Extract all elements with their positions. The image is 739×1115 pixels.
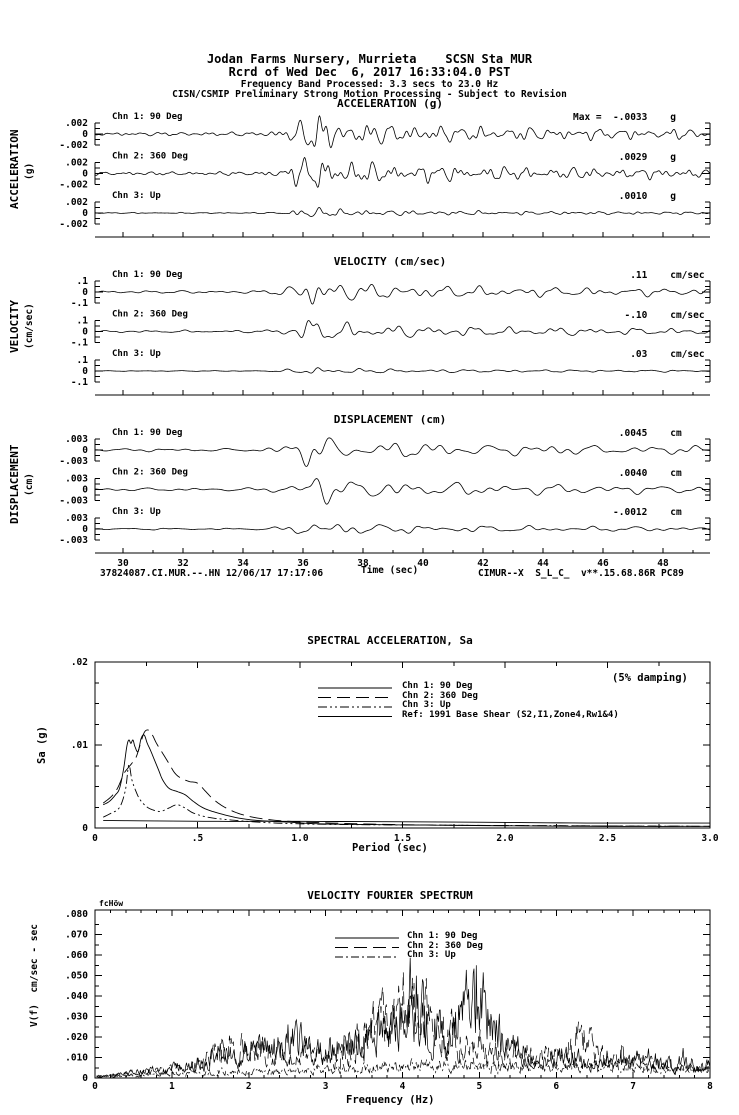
tick-label: .002 [65,118,88,129]
tick-label: .020 [65,1032,88,1043]
tick-label: -.1 [70,337,88,349]
frequency-axis-label: Frequency (Hz) [346,1094,435,1106]
tick-label: Chn 1: 90 Deg [112,270,183,280]
peak-value-label: .03 cm/sec [573,349,705,360]
tick-label: 0 [92,1081,98,1092]
tick-label: Chn 2: 360 Deg [112,309,188,320]
tick-label: 46 [597,558,609,569]
peak-value-label: .0045 cm [573,428,682,439]
tick-label: .1 [76,315,88,327]
legend-entry-label: Chn 2: 360 Deg [402,690,478,701]
tick-label: 0 [92,833,98,844]
tick-label: Chn 3: Up [112,349,161,359]
tick-label: .002 [65,197,88,208]
tick-label: Chn 3: Up [112,507,161,517]
tick-label: .003 [65,513,88,524]
tick-label: 6 [553,1081,560,1092]
record-id-footer: 37824087.CI.MUR.--.HN 12/06/17 17:17:06 [100,568,324,579]
timeseries-plot [59,112,710,569]
tick-label: .050 [65,970,88,982]
displacement-panel-title: DISPLACEMENT (cm) [333,413,447,426]
tick-label: 2 [245,1081,252,1092]
time-axis-label: Time (sec) [361,565,419,576]
tick-label: 0 [82,445,88,456]
period-axis-label: Period (sec) [352,842,428,854]
tick-label: 0 [82,287,88,298]
tick-label: 32 [177,558,189,569]
legend-entry-label: Chn 3: Up [402,700,451,710]
tick-label: 0 [82,129,88,140]
peak-value-label: .0010 g [573,191,676,202]
tick-label: .1 [76,355,88,366]
tick-label: .080 [65,909,88,920]
tick-label: Chn 1: 90 Deg [112,428,183,438]
vf-axis-label: V(f) cm/sec - sec [29,924,40,1027]
tick-label: .040 [65,991,88,1002]
tick-label: .010 [65,1052,88,1064]
tick-label: Chn 2: 360 Deg [112,151,188,162]
tick-label: 42 [477,558,489,569]
spectral-plot [71,657,719,844]
peak-value-label: .0040 cm [573,467,682,479]
velocity-panel-title: VELOCITY (cm/sec) [333,255,447,268]
tick-label: 40 [417,558,429,569]
velocity-side-unit: (cm/sec) [24,303,35,349]
tick-label: 1.0 [291,833,309,844]
tick-label: 1.5 [393,833,412,844]
record-datetime: Rcrd of Wed Dec 6, 2017 16:33:04.0 PST [228,65,511,79]
tick-label: .002 [65,157,88,169]
spectral-plot-title: SPECTRAL ACCELERATION, Sa [307,634,473,647]
processing-note: CISN/CSMIP Preliminary Strong Motion Processing - Subject to Revision [172,89,567,100]
tick-label: 48 [657,558,669,569]
station-title: Jodan Farms Nursery, Murrieta SCSN Sta MUR [206,52,533,66]
legend-entry-label: Chn 1: 90 Deg [402,681,473,691]
tick-label: 5 [476,1081,483,1092]
tick-label: 2.5 [598,833,617,844]
tick-label: -.003 [59,456,88,467]
displacement-side-unit: (cm) [24,473,35,496]
tick-label: 0 [82,366,88,377]
tick-label: Chn 2: 360 Deg [112,467,188,478]
tick-label: .003 [65,473,88,485]
tick-label: .5 [191,833,204,844]
legend-entry-label: Ref: 1991 Base Shear (S2,I1,Zone4,Rw1&4) [402,709,619,720]
tick-label: 36 [297,558,309,569]
tick-label: 0 [82,326,88,338]
tick-label: 0 [82,168,88,180]
acceleration-side-label: ACCELERATION [8,129,21,209]
tick-label: 34 [237,558,249,569]
tick-label: .02 [70,657,88,668]
tick-label: 38 [357,558,369,569]
tick-label: -.002 [59,219,88,230]
tick-label: 4 [399,1081,406,1092]
peak-value-label: .0029 g [573,151,676,163]
tick-label: .003 [65,434,88,445]
peak-value-label: -.0012 cm [573,507,682,518]
tick-label: 8 [707,1081,713,1092]
tick-label: .030 [65,1011,88,1023]
tick-label: -.002 [59,179,88,191]
tick-label: 3.0 [701,833,719,844]
tick-label: 1 [169,1081,175,1092]
tick-label: .060 [65,950,88,961]
fourier-plot-title: VELOCITY FOURIER SPECTRUM [307,889,473,902]
tick-label: .1 [76,276,88,287]
sa-axis-label: Sa (g) [36,726,48,764]
tick-label: 0 [82,524,88,535]
processing-version-footer: CIMUR--X S_L_C_ v**.15.68.86R PC89 [478,568,684,579]
tick-label: 0 [82,208,88,219]
frequency-band-note: Frequency Band Processed: 3.3 secs to 23.0 Hz [240,79,499,90]
tick-label: -.002 [59,140,88,151]
peak-value-label: Max = -.0033 g [573,112,676,123]
peak-value-label: -.10 cm/sec [573,309,705,321]
tick-label: .070 [65,929,88,941]
tick-label: 0 [82,1073,88,1084]
fc-corner-text: fcHöw [99,899,124,908]
tick-label: Chn 3: Up [112,191,161,201]
tick-label: 3 [322,1081,329,1092]
tick-label: -.003 [59,535,88,546]
displacement-side-label: DISPLACEMENT [8,444,21,524]
tick-label: Chn 1: 90 Deg [112,112,183,122]
tick-label: -.1 [70,377,88,388]
legend-entry-label: Chn 3: Up [407,950,456,960]
velocity-side-label: VELOCITY [8,300,21,353]
tick-label: 30 [117,558,129,569]
acceleration-panel-title: ACCELERATION (g) [337,97,443,110]
legend-entry-label: Chn 2: 360 Deg [407,940,483,951]
legend-entry-label: Chn 1: 90 Deg [407,931,478,941]
tick-label: 44 [537,558,549,569]
fourier-plot [65,909,713,1092]
tick-label: 0 [82,484,88,496]
peak-value-label: .11 cm/sec [573,270,705,281]
tick-label: 2.0 [496,833,514,844]
tick-label: 0 [82,823,88,834]
tick-label: .01 [70,740,88,751]
damping-note: (5% damping) [612,672,688,684]
tick-label: -.1 [70,298,88,309]
tick-label: -.003 [59,495,88,507]
tick-label: 7 [630,1081,636,1092]
acceleration-side-unit: (g) [24,162,35,180]
